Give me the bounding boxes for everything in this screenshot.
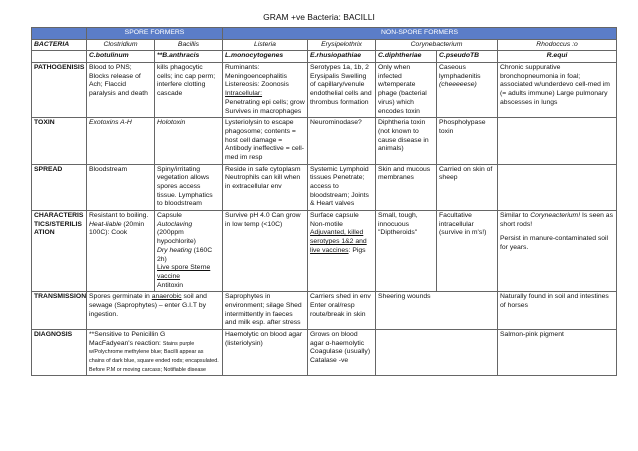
cell-text: Coryneacterium!: [530, 212, 581, 220]
table-row-toxin: [32, 118, 617, 164]
cell-line: Ruminants: Meningoencephalitis: [225, 64, 287, 80]
table-row-pathogenisis: [32, 63, 617, 118]
cell-text: (160C 2h): [157, 246, 213, 263]
species-l-monocytogenes: L.monocytogenes: [223, 51, 308, 63]
table-cell: Holotoxin: [155, 118, 223, 164]
cell-line: Persist in manure-contaminated soil for years.: [500, 235, 609, 252]
cell-line: [500, 212, 614, 229]
table-cell: Only when infected w/temperate phage (bacterial virus) which encodes toxin: [376, 63, 437, 118]
cell-text: Is seen as short rods!: [500, 212, 613, 228]
species-c-diphtheriae: C.diphtheriae: [376, 51, 437, 63]
cell-line: Caseous lymphadenitis: [439, 64, 481, 80]
row-label-bacteria: BACTERIA: [32, 39, 87, 51]
table-cell: Facultative intracellular (survive in m's!): [437, 211, 498, 292]
cell-line: Antitoxin: [157, 281, 184, 289]
row-label-characteristics: CHARACTERISTICS/STERILISATION: [32, 211, 87, 292]
bacteria-row: [32, 39, 617, 51]
row-label-pathogenisis: PATHOGENISIS: [32, 63, 87, 118]
cell-line: Capsule: [157, 212, 182, 220]
table-row-transmission: [32, 292, 617, 330]
table-cell: Saprophytes in environment; silage Shed intermittently in faeces and milk esp. after stress: [223, 292, 308, 330]
cell-line: Intracellular:: [225, 90, 263, 98]
genus-listeria: Listeria: [223, 39, 308, 51]
cell-line: [157, 247, 220, 264]
bacteria-table: [31, 27, 617, 376]
table-cell: Spiny/irritating vegetation allows spores access tissue. Lymphatics to bloodstream: [155, 164, 223, 210]
table-cell: Small, tough, innocuous "Diptheroids": [376, 211, 437, 292]
group-spacer: [32, 28, 87, 40]
cell-line: (cheeeeese): [439, 81, 477, 89]
table-cell: [223, 63, 308, 118]
species-c-botulinum: C.botulinum: [87, 51, 155, 63]
genus-corynebacterium: Corynebacterium: [376, 39, 498, 51]
group-header-row: [32, 28, 617, 40]
group-spore-formers: SPORE FORMERS: [87, 28, 223, 40]
cell-text: soil and sewage (Saprophytes) – enter G.I.T by ingestion.: [89, 293, 207, 318]
cell-text: Heat-liable: [89, 220, 122, 228]
cell-line: (200ppm hypochlorite): [157, 229, 196, 246]
table-cell: [87, 292, 223, 330]
table-cell: [308, 211, 376, 292]
cell-text: anaerobic: [151, 293, 182, 301]
table-row-characteristics: [32, 211, 617, 292]
cell-line: Non-motile: [310, 220, 343, 228]
row-label-transmission: TRANSMISSION: [32, 292, 87, 330]
table-cell: [437, 63, 498, 118]
table-row-spread: [32, 164, 617, 210]
group-non-spore-formers: NON-SPORE FORMERS: [223, 28, 617, 40]
cell-line: Penetrating epi cells; grow: [225, 98, 305, 106]
table-cell: Bloodstream: [87, 164, 155, 210]
table-cell: [155, 211, 223, 292]
cell-line: Resistant to boiling.: [89, 212, 149, 220]
row-label-diagnosis: DIAGNOSIS: [32, 330, 87, 376]
table-cell: [498, 211, 617, 292]
table-cell: [376, 330, 498, 376]
table-cell: [498, 164, 617, 210]
table-cell: [87, 330, 223, 376]
table-cell: [498, 118, 617, 164]
species-e-rhusiopathiae: E.rhusiopathiae: [308, 51, 376, 63]
table-cell: Systemic Lymphoid tissues Penetrate; access to bloodstream; Joints & Heart valves: [308, 164, 376, 210]
cell-line: Surface capsule: [310, 212, 359, 220]
row-label-spread: SPREAD: [32, 164, 87, 210]
genus-erysipelothrix: Erysipelothrix: [308, 39, 376, 51]
table-cell: Sheering wounds: [376, 292, 498, 330]
table-cell: kills phagocytic cells; inc cap perm; interfere clotting cascade: [155, 63, 223, 118]
table-cell: Phospholypase toxin: [437, 118, 498, 164]
table-cell: Salmon-pink pigment: [498, 330, 617, 376]
genus-clostridium: Clostridium: [87, 39, 155, 51]
cell-line: Autoclaving: [157, 220, 193, 228]
table-row-diagnosis: [32, 330, 617, 376]
cell-line: Live spore Sterne vaccine: [157, 264, 211, 280]
table-cell: Grows on blood agar α-haemolytic Coagulase (usually) Catalase -ve: [308, 330, 376, 376]
cell-text: Stains purple w/Polychrome methylene blue; Bacilli appear as chains of dark blue, square ended rods; encapsulated. Before P.M or moving carcass; Notifiable disease: [89, 340, 219, 373]
table-cell: Survive pH 4.0 Can grow in low temp (<10C): [223, 211, 308, 292]
species-r-equi: R.equi: [498, 51, 617, 63]
table-cell: Diphtheria toxin (not known to cause disease in animals): [376, 118, 437, 164]
cell-line: [89, 221, 152, 238]
species-row: [32, 51, 617, 63]
table-cell: Haemolytic on blood agar (listeriolysin): [223, 330, 308, 376]
table-cell: Blood to PNS; Blocks release of Ach; Flaccid paralysis and death: [87, 63, 155, 118]
genus-rhodoccus: Rhodoccus :o: [498, 39, 617, 51]
table-cell: Neurominodase?: [308, 118, 376, 164]
page-title: GRAM +ve Bacteria: BACILLI: [263, 12, 375, 22]
cell-text: : Pigs: [348, 246, 366, 254]
cell-line: Survives in macrophages: [225, 107, 302, 115]
table-cell: Exotoxins A-H: [87, 118, 155, 164]
table-cell: Chronic suppurative bronchopneumonia in foal; associated w/underdevo cell-med im (= adults immune) Large pulmonary abscesses in lungs: [498, 63, 617, 118]
species-spacer: [32, 51, 87, 63]
table-cell: Skin and mucous membranes: [376, 164, 437, 210]
table-cell: Naturally found in soil and intestines of horses: [498, 292, 617, 330]
table-cell: [87, 211, 155, 292]
species-b-anthracis: **B.anthracis: [155, 51, 223, 63]
cell-text: Spores germinate in: [89, 293, 152, 301]
cell-text: Dry heating: [157, 246, 192, 254]
cell-text: Similar to: [500, 212, 531, 220]
cell-line: [310, 229, 373, 255]
table-cell: Lysteriolysin to escape phagosome; contents = host cell damage = Antibody ineffective = cell-med im resp: [223, 118, 308, 164]
species-c-pseudotb: C.pseudoTB: [437, 51, 498, 63]
row-label-toxin: TOXIN: [32, 118, 87, 164]
cell-text: MacFadyean's reaction:: [89, 339, 161, 347]
table-cell: Reside in safe cytoplasm Neutrophils can kill when in extracellular env: [223, 164, 308, 210]
genus-bacillis: Bacillis: [155, 39, 223, 51]
cell-line: [89, 340, 220, 375]
table-cell: Carriers shed in env Enter oral/resp route/break in skin: [308, 292, 376, 330]
table-cell: Carried on skin of sheep: [437, 164, 498, 210]
cell-text: Adjuvanted, killed serotypes 1&2 and live vaccines: [310, 229, 367, 254]
table-cell: Serotypes 1a, 1b, 2 Erysipalis Swelling of capillary/venule endothelial cells and thrombus formation: [308, 63, 376, 118]
cell-text: (20min 100C): Cook: [89, 220, 145, 237]
cell-line: Listereosis: Zoonosis: [225, 81, 289, 89]
cell-line: **Sensitive to Penicillin G: [89, 331, 166, 338]
